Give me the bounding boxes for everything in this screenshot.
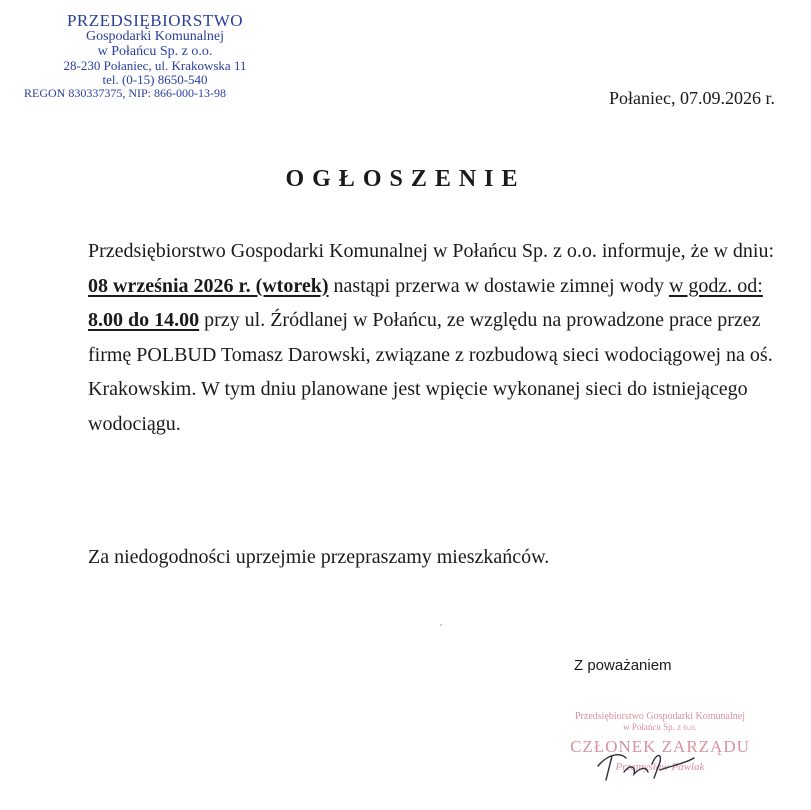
regards-text: Z poważaniem xyxy=(574,657,672,674)
stamp-line-2: Gospodarki Komunalnej xyxy=(85,28,225,44)
place-date: Połaniec, 07.09.2026 r. xyxy=(609,88,775,108)
announcement-body xyxy=(88,234,778,441)
seal-line-2: w Połańcu Sp. z o.o. xyxy=(623,721,697,732)
page-title: OGŁOSZENIE xyxy=(285,166,526,192)
date-highlight: 08 września 2026 r. (wtorek) xyxy=(88,274,329,297)
stamp-line-1: PRZEDSIĘBIORSTWO xyxy=(66,11,244,30)
seal-name: Przemysław Pawlak xyxy=(615,760,705,773)
seal-line-1: Przedsiębiorstwo Gospodarki Komunalnej xyxy=(575,711,745,722)
hours-range: 8.00 do 14.00 xyxy=(88,309,200,331)
hours-label: w godz. od: xyxy=(668,274,763,297)
apology-line: Za niedogodności uprzejmie przepraszamy mieszkańców. xyxy=(88,546,550,568)
stamp-regon-nip: REGON 830337375, NIP: 866-000-13-98 xyxy=(24,86,226,100)
stamp-line-3: w Połańcu Sp. z o.o. xyxy=(97,43,213,59)
stamp-phone: tel. (0-15) 8650-540 xyxy=(102,71,208,87)
body-text-3: przy ul. Źródlanej w Połańcu, ze względu na prowadzone prace przez firmę POLBUD Tomasz Darowski, związane z rozbudową sieci wodociągowej na oś. Krakowskim. W tym dniu planowane jest wpięcie wykonanej sieci do istniejącego wodociągu. xyxy=(88,309,773,435)
announcement-paragraph xyxy=(88,234,778,441)
stamp-address: 28-230 Połaniec, ul. Krakowska 11 xyxy=(63,58,247,74)
company-stamp xyxy=(20,12,290,99)
body-text-1: Przedsiębiorstwo Gospodarki Komunalnej w Połańcu Sp. z o.o. informuje, że w dniu: xyxy=(88,240,774,262)
body-text-2: nastąpi przerwa w dostawie zimnej wody xyxy=(328,274,669,297)
handwritten-signature xyxy=(590,744,700,784)
seal-title: CZŁONEK ZARZĄDU xyxy=(570,736,750,756)
speck xyxy=(440,624,442,626)
